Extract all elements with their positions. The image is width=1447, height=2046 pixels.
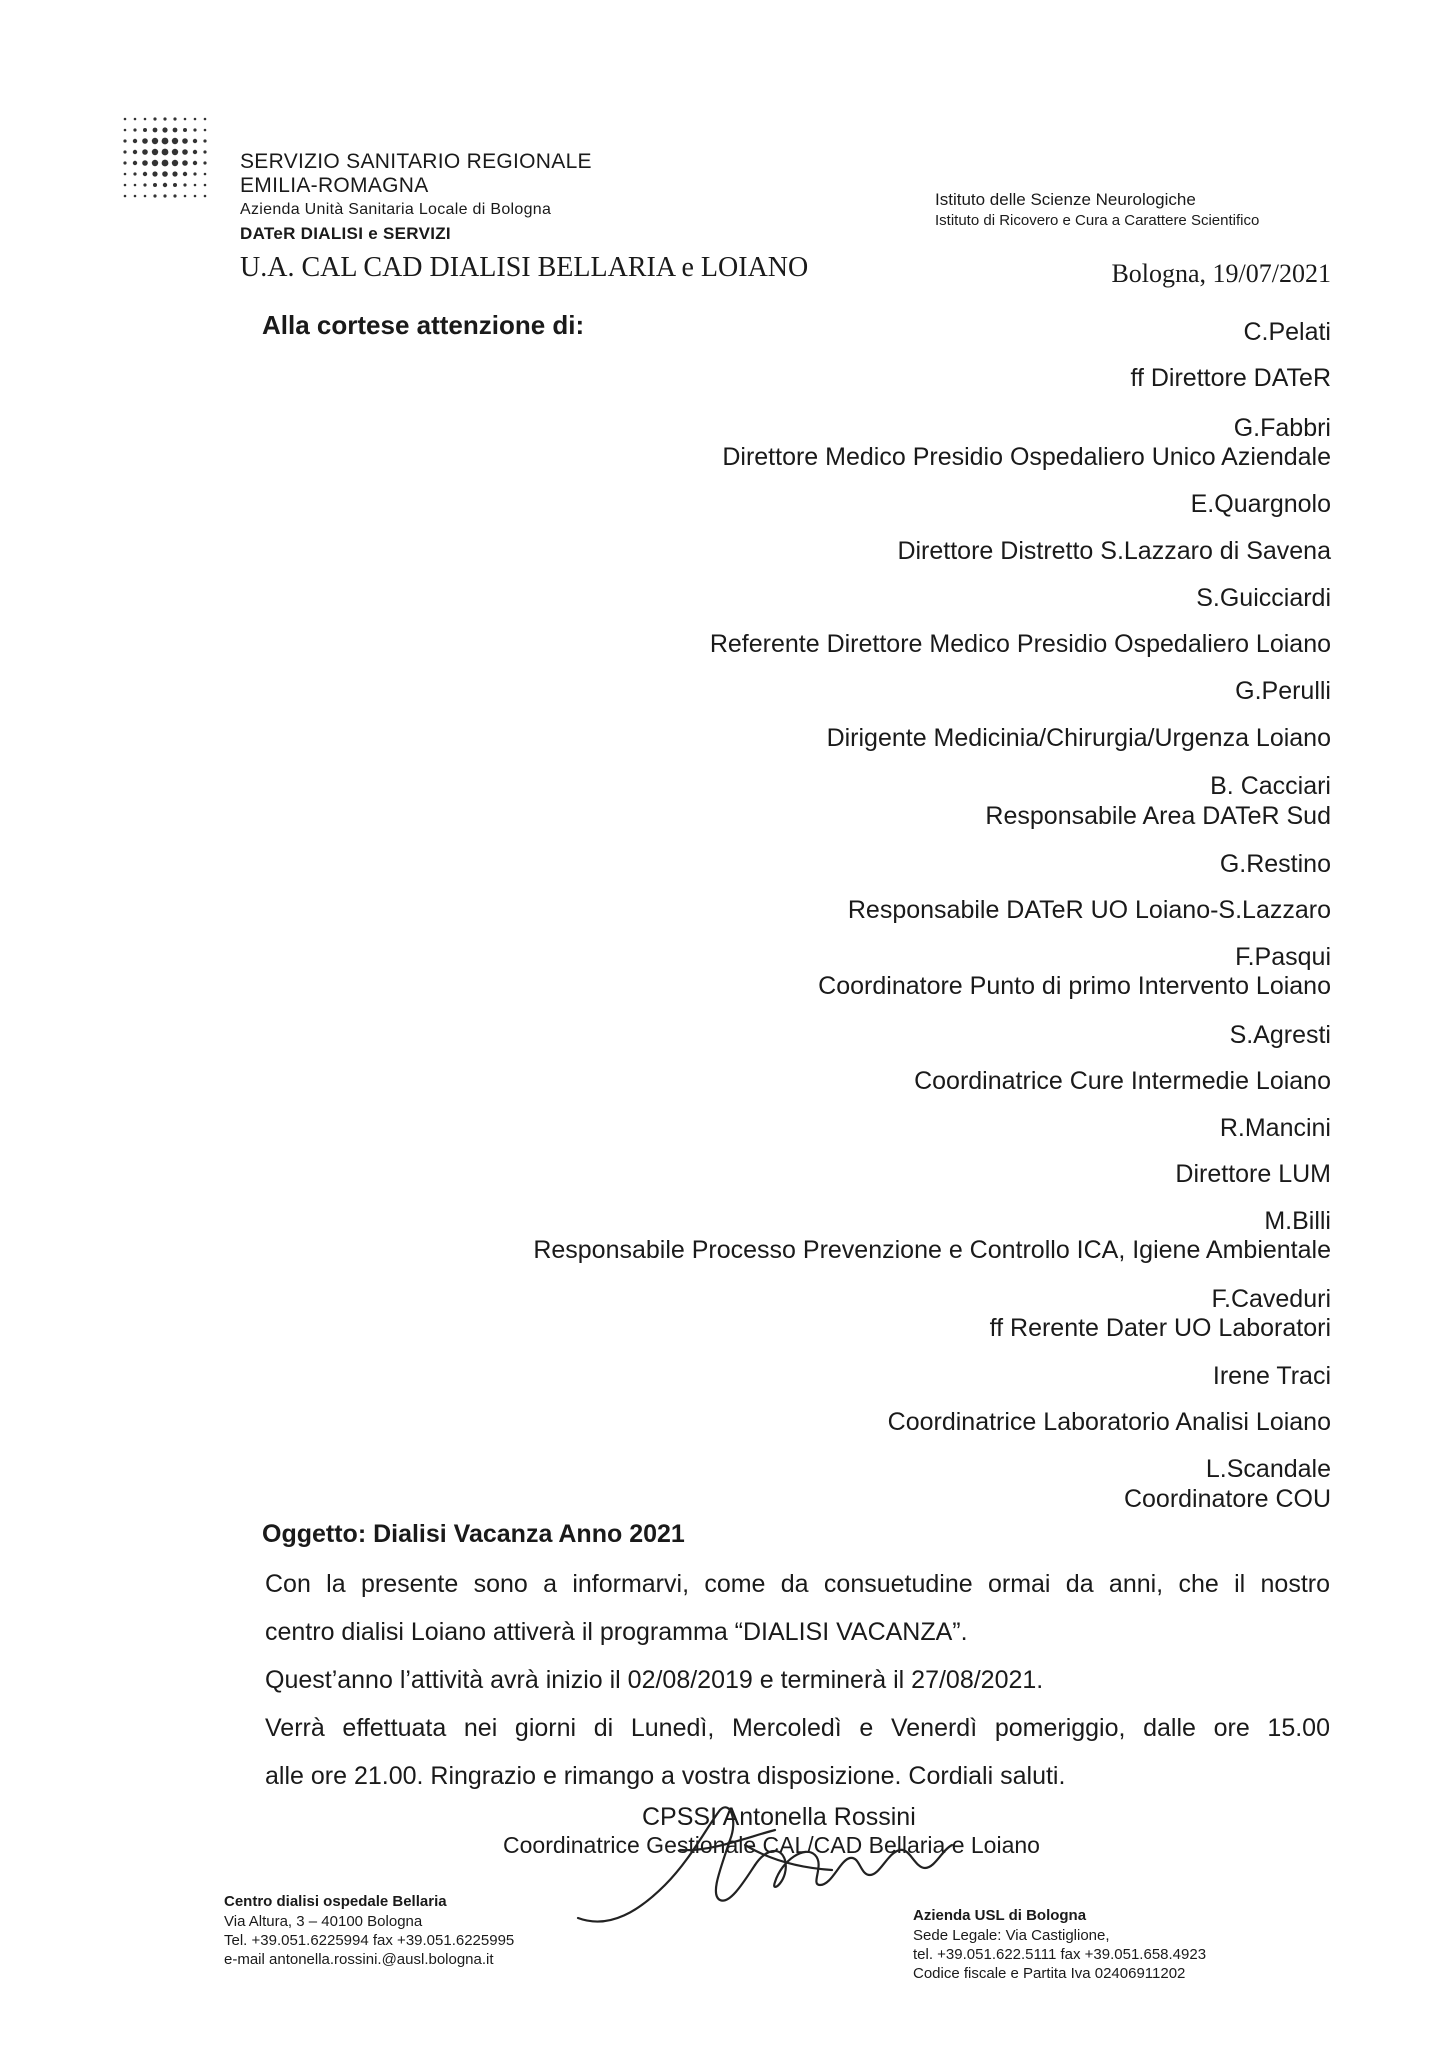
recipient-name: G.Restino <box>1219 850 1331 878</box>
footer-right-address: Sede Legale: Via Castiglione, <box>913 1927 1110 1944</box>
recipient-name: G.Perulli <box>1235 677 1331 705</box>
recipient-name: F.Pasqui <box>1235 943 1331 971</box>
recipient-role: Responsabile Area DATeR Sud <box>985 802 1331 830</box>
footer-left-email: e-mail antonella.rossini.@ausl.bologna.it <box>224 1951 494 1968</box>
recipient-name: G.Fabbri <box>1233 414 1331 442</box>
recipient-role: Direttore Medico Presidio Ospedaliero Unico Aziendale <box>722 443 1331 471</box>
recipient-name: L.Scandale <box>1205 1455 1331 1483</box>
footer-left-address: Via Altura, 3 – 40100 Bologna <box>224 1913 423 1930</box>
org-line-1: SERVIZIO SANITARIO REGIONALE <box>240 150 592 173</box>
attention-label: Alla cortese attenzione di: <box>262 310 585 340</box>
signatory-title: Coordinatrice Gestionale CAL/CAD Bellaria e Loiano <box>503 1832 1040 1858</box>
body-p3-line1: Verrà effettuata nei giorni di Lunedì, Mercoledì e Venerdì pomeriggio, dalle ore 15.00 <box>265 1714 1330 1742</box>
org-line-4: DATeR DIALISI e SERVIZI <box>240 224 451 243</box>
recipient-role: ff Direttore DATeR <box>1130 364 1331 392</box>
recipient-role: Coordinatore Punto di primo Intervento Loiano <box>818 972 1331 1000</box>
recipient-role: Referente Direttore Medico Presidio Ospedaliero Loiano <box>709 630 1331 658</box>
recipient-role: Direttore LUM <box>1175 1160 1331 1188</box>
org-line-2: EMILIA-ROMAGNA <box>240 174 429 197</box>
recipient-name: M.Billi <box>1264 1207 1331 1235</box>
footer-left-title: Centro dialisi ospedale Bellaria <box>224 1893 447 1910</box>
footer-right-title: Azienda USL di Bologna <box>913 1907 1087 1924</box>
recipient-role: Responsabile DATeR UO Loiano-S.Lazzaro <box>847 896 1331 924</box>
recipient-role: Dirigente Medicinia/Chirurgia/Urgenza Loiano <box>826 724 1331 752</box>
letter-date: Bologna, 19/07/2021 <box>1111 259 1331 288</box>
recipient-name: F.Caveduri <box>1211 1285 1331 1313</box>
recipient-name: R.Mancini <box>1219 1114 1331 1142</box>
subject-line: Oggetto: Dialisi Vacanza Anno 2021 <box>262 1520 685 1548</box>
recipient-name: S.Guicciardi <box>1196 584 1331 612</box>
letter-body <box>265 1560 1330 1800</box>
footer-right-tax: Codice fiscale e Partita Iva 02406911202 <box>913 1965 1186 1982</box>
institute-line-1: Istituto delle Scienze Neurologiche <box>935 190 1196 209</box>
recipient-role: Coordinatore COU <box>1123 1485 1331 1513</box>
footer-right-phone: tel. +39.051.622.5111 fax +39.051.658.4923 <box>913 1946 1207 1963</box>
recipient-name: E.Quargnolo <box>1190 490 1331 518</box>
recipient-role: Responsabile Processo Prevenzione e Controllo ICA, Igiene Ambientale <box>533 1236 1331 1264</box>
body-p1-line2: centro dialisi Loiano attiverà il programma “DIALISI VACANZA”. <box>265 1618 968 1646</box>
recipient-role: ff Rerente Dater UO Laboratori <box>989 1314 1331 1342</box>
recipient-name: C.Pelati <box>1243 318 1331 346</box>
recipient-name: Irene Traci <box>1212 1362 1331 1390</box>
footer-left-phone: Tel. +39.051.6225994 fax +39.051.6225995 <box>224 1932 515 1949</box>
body-p2: Quest’anno l’attività avrà inizio il 02/08/2019 e terminerà il 27/08/2021. <box>265 1666 1044 1694</box>
recipient-name: S.Agresti <box>1229 1021 1331 1049</box>
institute-line-2: Istituto di Ricovero e Cura a Carattere Scientifico <box>935 212 1260 229</box>
body-p1-line1: Con la presente sono a informarvi, come da consuetudine ormai da anni, che il nostro <box>265 1570 1330 1598</box>
body-p3-line2: alle ore 21.00. Ringrazio e rimango a vostra disposizione. Cordiali saluti. <box>265 1762 1066 1790</box>
recipient-name: B. Cacciari <box>1210 772 1331 800</box>
org-line-3: Azienda Unità Sanitaria Locale di Bologna <box>240 201 552 218</box>
recipient-role: Coordinatrice Cure Intermedie Loiano <box>914 1067 1331 1095</box>
regional-logo-dots <box>120 114 225 214</box>
signatory-name: CPSSI Antonella Rossini <box>642 1803 916 1831</box>
recipient-role: Direttore Distretto S.Lazzaro di Savena <box>897 537 1331 565</box>
recipient-role: Coordinatrice Laboratorio Analisi Loiano <box>887 1408 1331 1436</box>
unit-title: U.A. CAL CAD DIALISI BELLARIA e LOIANO <box>240 252 809 283</box>
